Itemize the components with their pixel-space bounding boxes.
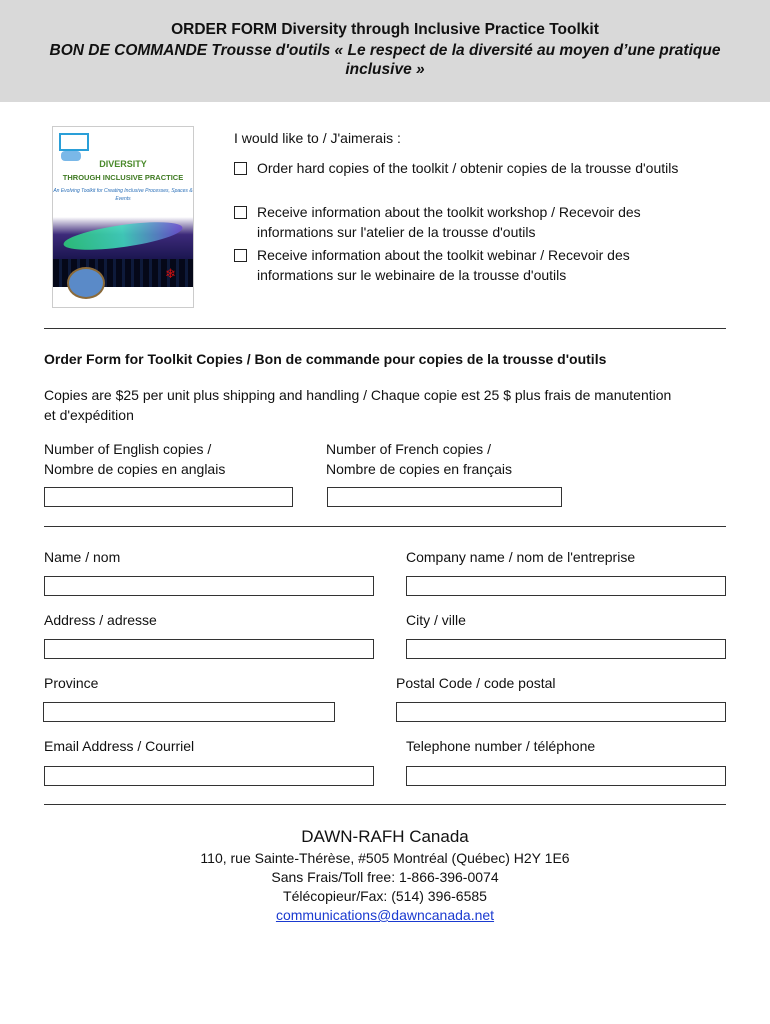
province-input[interactable] — [43, 702, 335, 722]
form-title-english: ORDER FORM Diversity through Inclusive Practice Toolkit — [171, 21, 599, 38]
toolkit-cover-image — [52, 126, 194, 308]
maple-leaf-icon: ❄ — [165, 266, 176, 281]
cover-title-line2: THROUGH INCLUSIVE PRACTICE — [62, 173, 184, 182]
address-input[interactable] — [44, 639, 374, 659]
option-order-copies[interactable] — [234, 159, 684, 199]
order-section-title: Order Form for Toolkit Copies / Bon de commande pour copies de la trousse d'outils — [44, 351, 607, 367]
checkbox-webinar-info[interactable] — [234, 249, 247, 262]
option-webinar-info-label: Receive information about the toolkit webinar / Recevoir des informations sur le webinaire de la trousse d'outils — [257, 247, 630, 283]
company-input[interactable] — [406, 576, 726, 596]
price-note: Copies are $25 per unit plus shipping and handling / Chaque copie est 25 $ plus frais de manutention et d'expédition — [44, 387, 672, 423]
option-workshop-info-label: Receive information about the toolkit workshop / Recevoir des informations sur l'atelier de la trousse d'outils — [257, 204, 641, 240]
english-copies-label-line1: Number of English copies / — [44, 441, 212, 457]
name-label: Name / nom — [44, 549, 121, 565]
globe-icon — [67, 267, 105, 299]
checkbox-workshop-info[interactable] — [234, 206, 247, 219]
english-copies-input[interactable] — [44, 487, 293, 507]
contact-email-link[interactable]: communications@dawncanada.net — [275, 907, 495, 923]
fax-number: Télécopieur/Fax: (514) 396-6585 — [283, 888, 487, 904]
toll-free-number: Sans Frais/Toll free: 1-866-396-0074 — [271, 869, 499, 885]
divider-3 — [44, 804, 726, 805]
form-header — [0, 0, 770, 102]
organization-name: DAWN-RAFH Canada — [301, 827, 469, 846]
postal-code-input[interactable] — [396, 702, 726, 722]
city-label: City / ville — [406, 612, 466, 628]
divider-1 — [44, 328, 726, 329]
french-copies-label-line2: Nombre de copies en français — [326, 460, 512, 477]
address-label: Address / adresse — [44, 612, 157, 628]
dawn-logo-icon — [59, 133, 89, 151]
email-input[interactable] — [44, 766, 374, 786]
cover-subtitle: An Evolving Toolkit for Creating Inclusive Processes, Spaces & Events — [53, 188, 193, 202]
checkbox-order-copies[interactable] — [234, 162, 247, 175]
postal-code-label: Postal Code / code postal — [396, 675, 556, 691]
english-copies-label-line2: Nombre de copies en anglais — [44, 460, 226, 477]
options-intro: I would like to / J'aimerais : — [234, 130, 401, 146]
form-title-french: BON DE COMMANDE Trousse d'outils « Le respect de la diversité au moyen d’une pratique inclusive » — [49, 42, 721, 78]
option-webinar-info[interactable] — [234, 246, 684, 286]
english-copies-label — [44, 440, 225, 479]
divider-2 — [44, 526, 726, 527]
contact-email — [0, 907, 770, 923]
option-workshop-info[interactable] — [234, 203, 684, 243]
phone-label: Telephone number / téléphone — [406, 738, 596, 754]
french-copies-label-line1: Number of French copies / — [326, 441, 491, 457]
phone-input[interactable] — [406, 766, 726, 786]
french-copies-label — [326, 440, 512, 479]
company-label: Company name / nom de l'entreprise — [406, 549, 636, 565]
province-label: Province — [44, 675, 99, 691]
cover-title-line1: DIVERSITY — [99, 159, 147, 169]
organization-address: 110, rue Sainte-Thérèse, #505 Montréal (Québec) H2Y 1E6 — [200, 850, 570, 866]
name-input[interactable] — [44, 576, 374, 596]
option-order-copies-label: Order hard copies of the toolkit / obtenir copies de la trousse d'outils — [257, 160, 679, 176]
french-copies-input[interactable] — [327, 487, 562, 507]
city-input[interactable] — [406, 639, 726, 659]
email-label: Email Address / Courriel — [44, 738, 195, 754]
